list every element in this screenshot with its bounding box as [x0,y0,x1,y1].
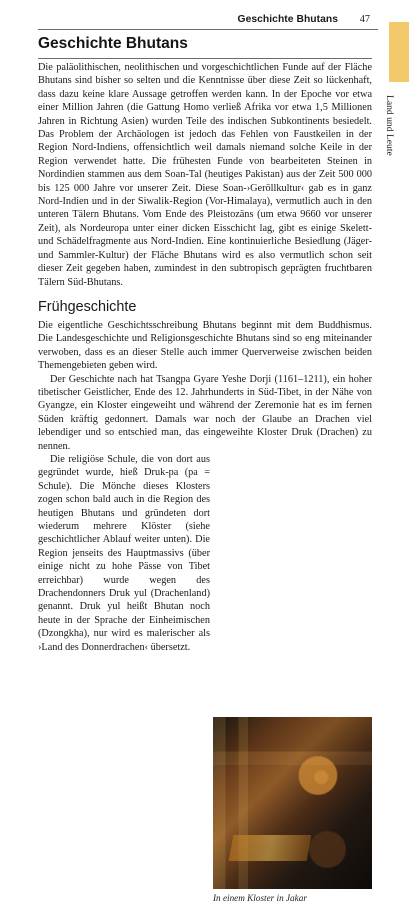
header-rule [38,29,378,30]
monastery-photo [213,717,372,889]
section-paragraph-2: Der Geschichte nach hat Tsangpa Gyare Yeshe Dorji (1161–1211), ein hoher tibetischer Geistlicher, Ende des 12. Jahrhunderts in Süd-Tibet, in der Nähe von Gyangze, ein Kloster eingeweiht und während der Zeremonie hat es im fernen Süden kräftig gedonnert. Damals war noch der Glaube an Drachen viel lebendiger und so entschied man, das eingeweihte Kloster Druk (Drachen) zu nennen. [38,373,372,452]
section-heading: Frühgeschichte [38,298,137,315]
intro-paragraph: Die paläolithischen, neolithischen und vorgeschichtlichen Funde auf der Fläche Bhutans sind bisher so selten und die Kenntnisse über diese Zeit so lückenhaft, dass dazu keine klare Aussage getroffen werden kann. In der Epoche vor etwa einer Million Jahren (die Gattung Homo verließ Afrika vor etwa 1,5 Millionen Jahren in Richtung Asien) wurden Teile des indischen Subkontinents besiedelt. Das Problem der Archäologen ist jedoch das Fehlen von Faustkeilen in der Region Nord-Indiens, offensichtlich weil damals niemand solche Keile in der Region verwendet hatte. Die frühesten Funde von bearbeiteten Steinen in Nordindien stammen aus dem Soan-Tal (heutiges Pakistan) aus der Zeit 500 000 bis 125 000 Jahre vor unserer Zeit. Diese Soan-›Geröllkultur‹ gab es in ganz Nord-Indien und in der Siwalik-Region (Vor-Himalaya), vermutlich auch in den unteren Tälern Bhutans. Vom Ende des Pleistozäns (um etwa 9660 vor unserer Zeit), als Nordeuropa unter einer dicken Eisschicht lag, gibt es einige Skelett- und Schädelfragmente aus Nord-Indien. Eine kontinuierliche Besiedlung (Jäger- und Sammler-Kultur) der Fläche Bhutans wird es also vermutlich schon seit dieser Zeit gegeben haben, zumindest in den subtropisch geprägten fruchtbaren Tälern Süd-Bhutans. [38,62,372,288]
section-body [38,319,372,903]
running-header [38,14,372,28]
running-title: Geschichte Bhutans [237,14,338,25]
thumb-tab [389,22,409,82]
page-number: 47 [359,14,370,25]
main-content [38,34,372,903]
page-heading: Geschichte Bhutans [38,35,188,52]
monastery-figure [213,717,372,904]
figure-caption: In einem Kloster in Jakar [213,892,307,903]
wrapped-column [38,453,210,654]
side-label: Land und Leute [384,95,395,156]
section-paragraph-1: Die eigentliche Geschichtsschreibung Bhutans beginnt mit dem Buddhismus. Die Landesgeschichte und Religionsgeschichte Bhutans sind so eng miteinander verwoben, dass es an dieser Stelle auch immer Querverweise zwischen beiden Themengebieten geben wird. [38,319,372,372]
section-paragraph-3: Die religiöse Schule, die von dort aus gegründet wurde, hieß Druk-pa (pa = Schule). Die Mönche dieses Klosters zogen schon bald auch in die Region des heutigen Bhutans und gründeten dort wiederum mehrere Klöster (siehe geschichtlicher Ablauf weiter unten). Die Region jenseits des Hauptmassivs (über einige nicht zu hohe Pässe von Tibet erreichbar) wurde wegen des Drachendonners Druk yul (Drachenland) genannt. Druk yul heißt Bhutan noch heute in der Sprache der Einheimischen (Dzongkha), nur wird es malerischer als ›Land des Donnerdrachen‹ übersetzt. [38,453,210,653]
heading-rule [38,58,372,59]
